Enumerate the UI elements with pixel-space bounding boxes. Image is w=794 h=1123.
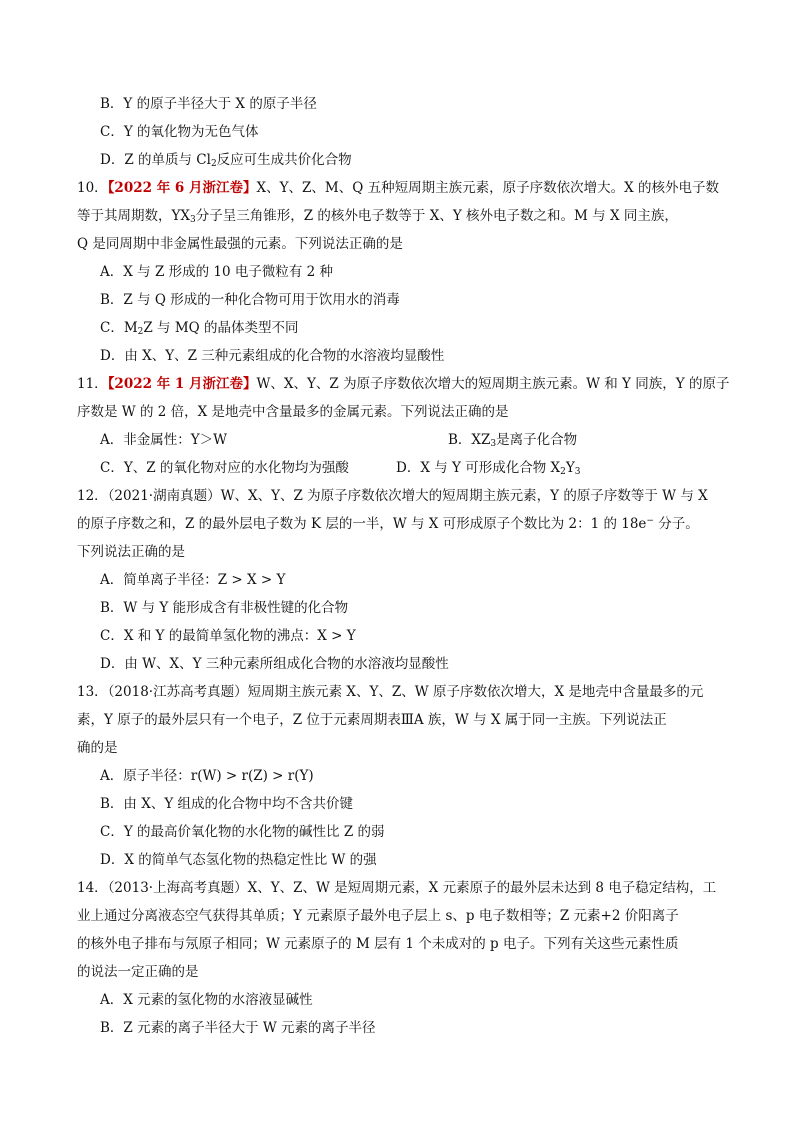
q11-option-a: A．非金属性：Y＞W bbox=[100, 432, 228, 448]
q13-option-b: B．由 X、Y 组成的化合物中均不含共价键 bbox=[100, 796, 354, 812]
question-source: （2021·湖南真题） bbox=[107, 488, 221, 504]
q12-option-c: C．X 和 Y 的最简单氢化物的沸点：X > Y bbox=[100, 628, 356, 644]
q10-stem-line-2: 等于其周期数，$YX_3$分子呈三角锥形，Z 的核外电子数等于 X、Y 核外电子数之和。M 与 X 同主族， bbox=[77, 208, 678, 225]
question-source: 【2022 年 1 月浙江卷】 bbox=[107, 376, 257, 392]
q14-stem-line-2: 业上通过分离液态空气获得其单质；Y 元素原子最外电子层上 s、p 电子数相等；Z 元素+2 价阳离子 bbox=[77, 908, 679, 924]
q11-option-b: B．$XZ_3$是离子化合物 bbox=[448, 432, 578, 449]
q13-option-c: C．Y 的最高价氧化物的水化物的碱性比 Z 的弱 bbox=[100, 824, 385, 840]
q10-option-c: C．$M_2Z$ 与 MQ 的晶体类型不同 bbox=[100, 320, 299, 337]
q11-option-c: C．Y、Z 的氧化物对应的水化物均为强酸 bbox=[100, 460, 349, 476]
q14-option-a: A．X 元素的氢化物的水溶液显碱性 bbox=[100, 992, 313, 1008]
prev-option-b: B．Y 的原子半径大于 X 的原子半径 bbox=[100, 96, 317, 112]
question-number: 12． bbox=[77, 488, 108, 504]
q13-stem-line-1: 13．（2018·江苏高考真题）短周期主族元素 X、Y、Z、W 原子序数依次增大，X 是地壳中含量最多的元 bbox=[77, 684, 704, 700]
question-number: 14． bbox=[77, 880, 108, 896]
q11-stem-line-2: 序数是 W 的 2 倍，X 是地壳中含量最多的金属元素。下列说法正确的是 bbox=[77, 404, 509, 420]
q14-stem-line-3: 的核外电子排布与氖原子相同；W 元素原子的 M 层有 1 个未成对的 p 电子。下列有关这些元素性质 bbox=[77, 936, 679, 952]
q13-option-a: A．原子半径：r(W) > r(Z) > r(Y) bbox=[100, 768, 314, 784]
q12-option-d: D．由 W、X、Y 三种元素所组成化合物的水溶液均显酸性 bbox=[100, 656, 449, 672]
q13-option-d: D．X 的简单气态氢化物的热稳定性比 W 的强 bbox=[100, 852, 377, 868]
q12-stem-line-3: 下列说法正确的是 bbox=[77, 544, 185, 560]
q14-option-b: B．Z 元素的离子半径大于 W 元素的离子半径 bbox=[100, 1020, 376, 1036]
q11-options-cd bbox=[100, 459, 750, 477]
q10-stem-line-1: 10．【2022 年 6 月浙江卷】X、Y、Z、M、Q 五种短周期主族元素，原子序数依次增大。X 的核外电子数 bbox=[77, 180, 720, 196]
q12-stem-line-1: 12．（2021·湖南真题）W、X、Y、Z 为原子序数依次增大的短周期主族元素，Y 的原子序数等于 W 与 X bbox=[77, 488, 708, 504]
question-source: 【2022 年 6 月浙江卷】 bbox=[107, 180, 257, 196]
question-source: （2018·江苏高考真题） bbox=[107, 684, 248, 700]
q10-option-d: D．由 X、Y、Z 三种元素组成的化合物的水溶液均显酸性 bbox=[100, 348, 445, 364]
prev-option-c: C．Y 的氧化物为无色气体 bbox=[100, 124, 259, 140]
prev-option-d: D．Z 的单质与 $Cl_2$反应可生成共价化合物 bbox=[100, 152, 352, 169]
q10-stem-line-3: Q 是同周期中非金属性最强的元素。下列说法正确的是 bbox=[77, 236, 403, 252]
question-number: 11． bbox=[77, 376, 108, 392]
q13-stem-line-3: 确的是 bbox=[77, 740, 118, 756]
q12-stem-line-2: 的原子序数之和，Z 的最外层电子数为 K 层的一半，W 与 X 可形成原子个数比为 2：1 的 18e− 分子。 bbox=[77, 516, 699, 532]
question-number: 10． bbox=[77, 180, 108, 196]
question-number: 13． bbox=[77, 684, 108, 700]
q14-stem-line-1: 14．（2013·上海高考真题）X、Y、Z、W 是短周期元素，X 元素原子的最外层未达到 8 电子稳定结构，工 bbox=[77, 880, 717, 896]
q12-option-a: A．简单离子半径：Z > X > Y bbox=[100, 572, 286, 588]
q13-stem-line-2: 素，Y 原子的最外层只有一个电子，Z 位于元素周期表ⅢA 族，W 与 X 属于同一主族。下列说法正 bbox=[77, 712, 667, 728]
q11-option-d: D．X 与 Y 可形成化合物 $X_2Y_3$ bbox=[396, 460, 581, 477]
q11-options-ab bbox=[100, 431, 750, 449]
q10-option-b: B．Z 与 Q 形成的一种化合物可用于饮用水的消毒 bbox=[100, 292, 400, 308]
question-source: （2013·上海高考真题） bbox=[107, 880, 248, 896]
q12-option-b: B．W 与 Y 能形成含有非极性键的化合物 bbox=[100, 600, 349, 616]
q11-stem-line-1: 11．【2022 年 1 月浙江卷】W、X、Y、Z 为原子序数依次增大的短周期主族元素。W 和 Y 同族，Y 的原子 bbox=[77, 376, 730, 392]
q10-option-a: A．X 与 Z 形成的 10 电子微粒有 2 种 bbox=[100, 264, 334, 280]
q14-stem-line-4: 的说法一定正确的是 bbox=[77, 964, 199, 980]
